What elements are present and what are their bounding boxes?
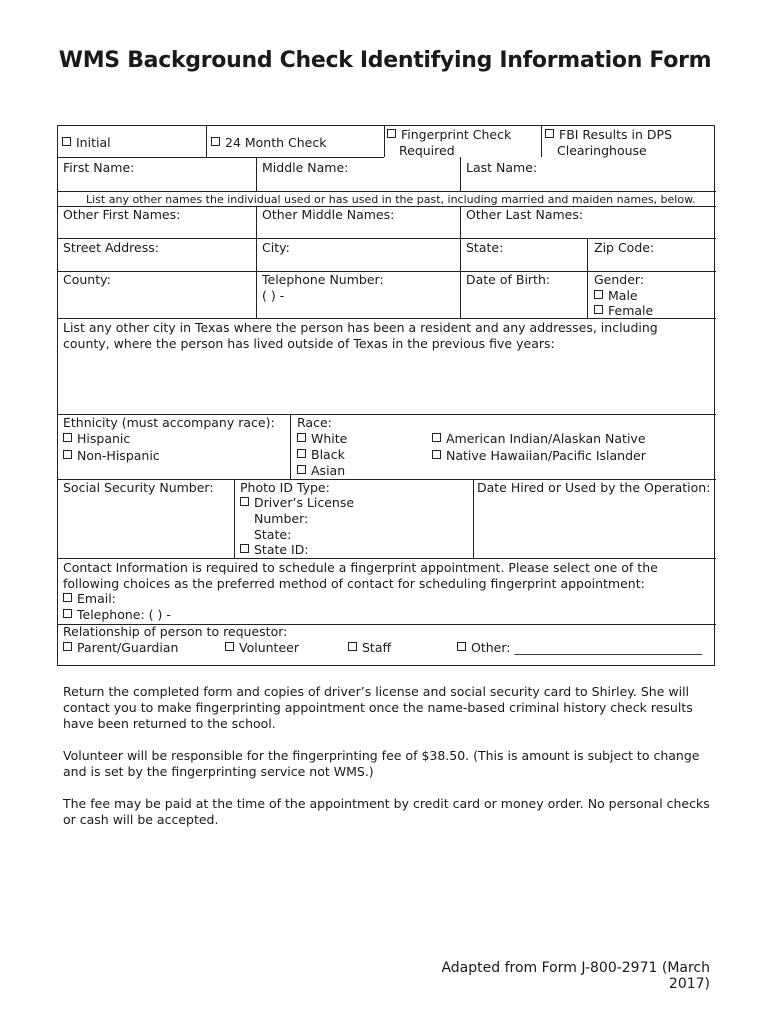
contact-telephone-checkbox[interactable]: Telephone: ( ) -	[63, 607, 171, 623]
divider	[206, 126, 207, 157]
relationship-staff-checkbox[interactable]: Staff	[348, 640, 391, 656]
last-name-field[interactable]: Last Name:	[466, 160, 538, 175]
race-black-checkbox[interactable]: Black	[297, 447, 345, 463]
checkbox-icon	[240, 497, 249, 506]
checkbox-icon	[211, 137, 220, 146]
relationship-label: Relationship of person to requestor:	[63, 624, 288, 639]
checkbox-icon	[63, 609, 72, 618]
checkbox-icon	[387, 129, 396, 138]
checkbox-icon	[594, 305, 603, 314]
license-number-field[interactable]: Number:	[254, 511, 309, 526]
drivers-license-checkbox[interactable]: Driver’s License	[240, 495, 354, 511]
fee-notice: Volunteer will be responsible for the fingerprinting fee of $38.50. (This is amount is subject to change and is set by the fingerprinting service not WMS.)	[63, 748, 700, 779]
checkbox-icon	[297, 465, 306, 474]
checkbox-icon	[62, 137, 71, 146]
divider	[460, 206, 461, 318]
contact-info-instructions: Contact Information is required to schedule a fingerprint appointment. Please select one of the following choices as the preferred method of contact for scheduling fingerprint appointment:	[63, 560, 658, 591]
race-label: Race:	[297, 415, 332, 430]
fingerprint-check-label-line2: Required	[399, 143, 455, 158]
divider	[473, 479, 474, 558]
fingerprint-check-checkbox[interactable]: Fingerprint Check	[387, 127, 511, 143]
checkbox-icon	[297, 433, 306, 442]
race-white-checkbox[interactable]: White	[297, 431, 347, 447]
divider	[256, 206, 257, 318]
fbi-results-label-line2: Clearinghouse	[557, 143, 647, 158]
relationship-other-checkbox[interactable]: Other: ______________________________	[457, 640, 702, 656]
gender-female-checkbox[interactable]: Female	[594, 303, 653, 319]
checkbox-icon	[63, 450, 72, 459]
relationship-volunteer-checkbox[interactable]: Volunteer	[225, 640, 299, 656]
zip-code-field[interactable]: Zip Code:	[594, 240, 655, 255]
race-asian-checkbox[interactable]: Asian	[297, 463, 345, 479]
divider	[234, 479, 235, 558]
return-instructions: Return the completed form and copies of driver’s license and social security card to Shirley. She will contact you to make fingerprinting appointment once the name-based criminal history check results have been returned to the school.	[63, 684, 693, 731]
county-field[interactable]: County:	[63, 272, 111, 287]
checkbox-icon	[63, 593, 72, 602]
checkbox-icon	[457, 642, 466, 651]
divider	[58, 558, 716, 559]
checkbox-icon	[240, 544, 249, 553]
license-state-field[interactable]: State:	[254, 527, 292, 542]
page-title: WMS Background Check Identifying Information Form	[58, 48, 712, 73]
checkbox-icon	[545, 129, 554, 138]
checkbox-icon	[225, 642, 234, 651]
form-source-footer: Adapted from Form J-800-2971 (March 2017)	[441, 960, 710, 992]
state-field[interactable]: State:	[466, 240, 504, 255]
ethnicity-non-hispanic-checkbox[interactable]: Non-Hispanic	[63, 448, 160, 464]
divider	[256, 157, 257, 191]
checkbox-icon	[594, 290, 603, 299]
gender-male-checkbox[interactable]: Male	[594, 288, 638, 304]
divider	[541, 126, 542, 157]
relationship-parent-checkbox[interactable]: Parent/Guardian	[63, 640, 178, 656]
contact-email-checkbox[interactable]: Email:	[63, 591, 116, 607]
fbi-results-checkbox[interactable]: FBI Results in DPS	[545, 127, 672, 143]
middle-name-field[interactable]: Middle Name:	[262, 160, 349, 175]
checkbox-icon	[348, 642, 357, 651]
other-last-names-field[interactable]: Other Last Names:	[466, 207, 584, 222]
payment-notice: The fee may be paid at the time of the appointment by credit card or money order. No personal checks or cash will be accepted.	[63, 796, 710, 827]
race-hawaiian-checkbox[interactable]: Native Hawaiian/Pacific Islander	[432, 448, 646, 464]
other-middle-names-field[interactable]: Other Middle Names:	[262, 207, 395, 222]
previous-residence-field[interactable]: List any other city in Texas where the person has been a resident and any addresses, including county, where the person has lived outside of Texas in the previous five years:	[63, 320, 658, 351]
ethnicity-hispanic-checkbox[interactable]: Hispanic	[63, 431, 130, 447]
city-field[interactable]: City:	[262, 240, 290, 255]
telephone-format: ( ) -	[262, 288, 285, 303]
divider	[384, 126, 385, 157]
ethnicity-label: Ethnicity (must accompany race):	[63, 415, 275, 430]
checkbox-icon	[63, 433, 72, 442]
race-american-indian-checkbox[interactable]: American Indian/Alaskan Native	[432, 431, 646, 447]
photo-id-type-label: Photo ID Type:	[240, 480, 330, 495]
divider	[58, 157, 384, 158]
divider	[587, 238, 588, 318]
24-month-check-checkbox[interactable]: 24 Month Check	[211, 135, 326, 151]
checkbox-icon	[63, 642, 72, 651]
gender-label: Gender:	[594, 272, 645, 287]
state-id-checkbox[interactable]: State ID:	[240, 542, 309, 558]
social-security-number-field[interactable]: Social Security Number:	[63, 480, 214, 495]
other-first-names-field[interactable]: Other First Names:	[63, 207, 181, 222]
date-hired-field[interactable]: Date Hired or Used by the Operation:	[477, 480, 711, 495]
date-of-birth-field[interactable]: Date of Birth:	[466, 272, 551, 287]
first-name-field[interactable]: First Name:	[63, 160, 135, 175]
checkbox-icon	[432, 433, 441, 442]
initial-checkbox[interactable]: Initial	[62, 135, 111, 151]
street-address-field[interactable]: Street Address:	[63, 240, 159, 255]
checkbox-icon	[432, 450, 441, 459]
telephone-number-field[interactable]: Telephone Number:	[262, 272, 384, 287]
divider	[460, 157, 461, 191]
divider	[290, 414, 291, 479]
divider	[58, 238, 716, 239]
checkbox-icon	[297, 449, 306, 458]
other-names-instructions: List any other names the individual used or has used in the past, including married and maiden names, below.	[86, 193, 696, 206]
